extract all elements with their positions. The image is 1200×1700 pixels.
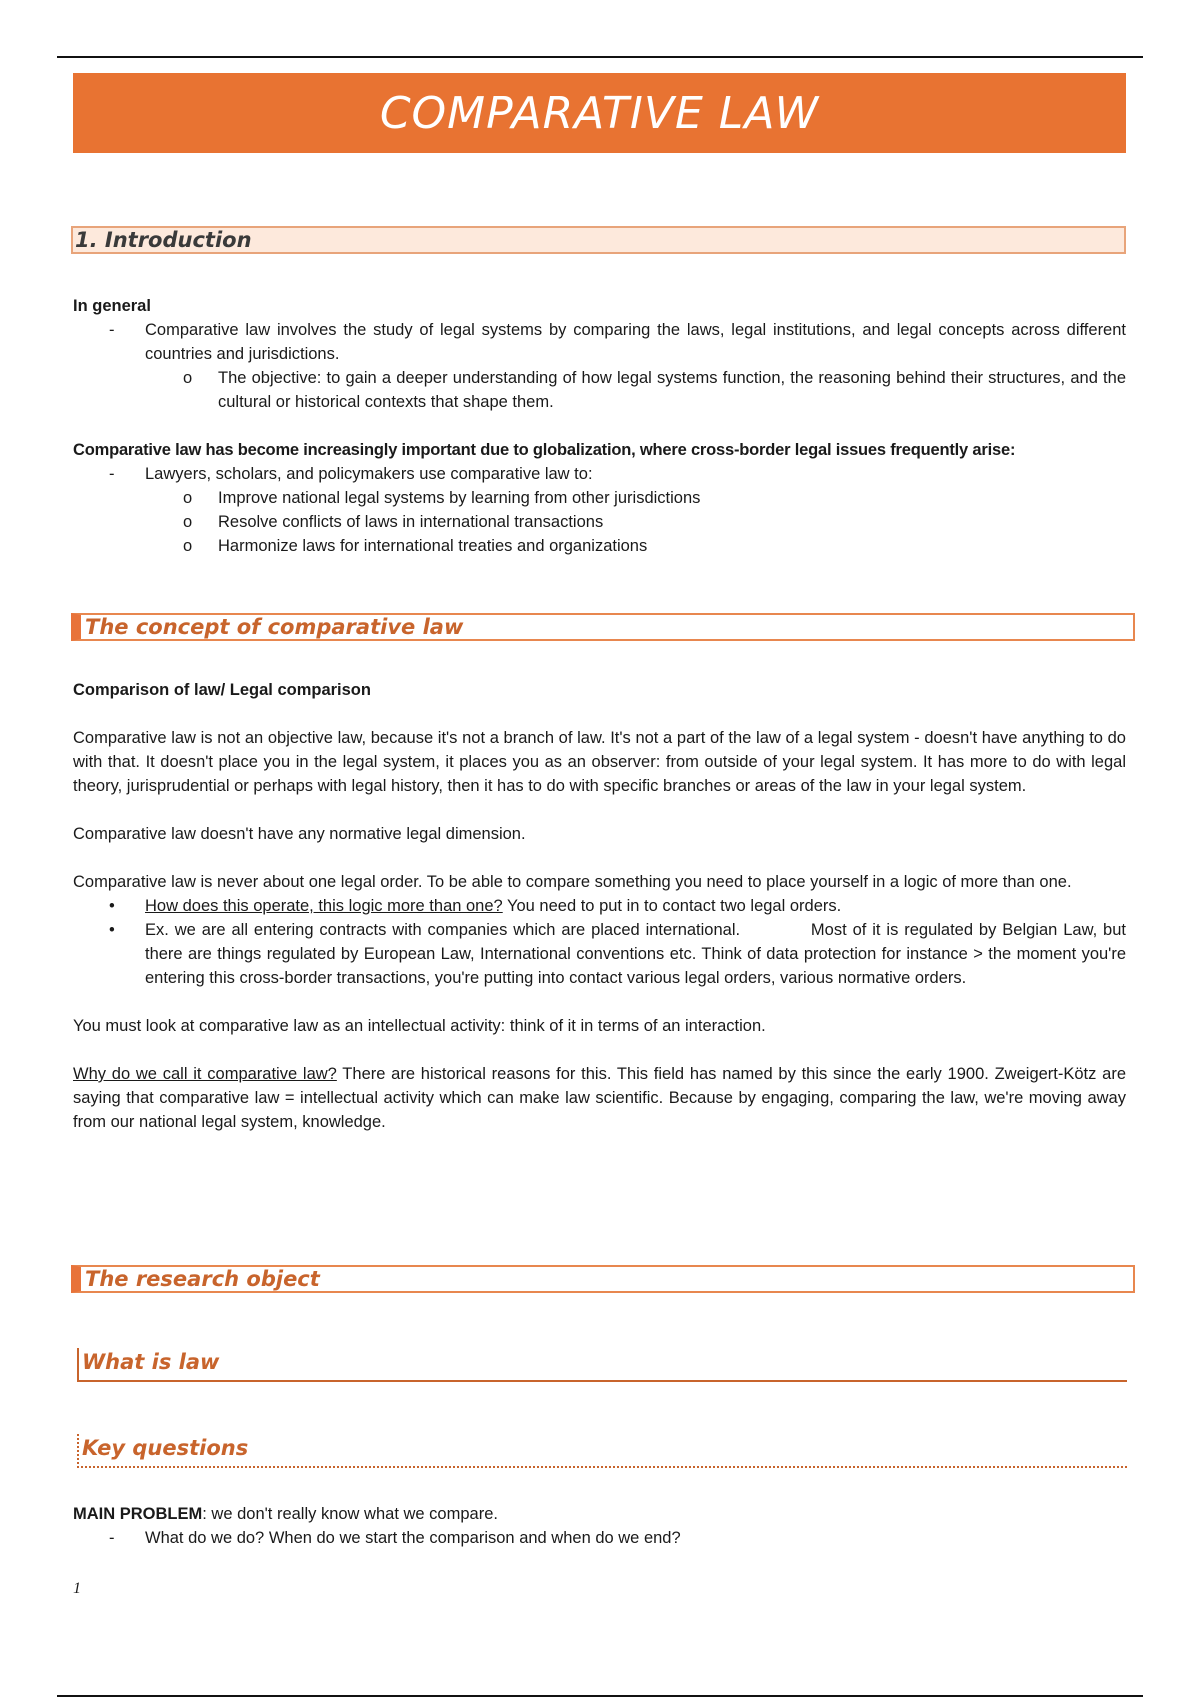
concept-paragraph	[73, 1062, 1126, 1134]
document-title: COMPARATIVE LAW	[73, 73, 1126, 153]
heading-concept: The concept of comparative law	[71, 613, 1135, 641]
bullet-marker: •	[109, 921, 115, 939]
heading-key-questions: Key questions	[77, 1434, 1127, 1468]
why-question: Why do we call it comparative law?	[73, 1065, 337, 1083]
page-number: 1	[73, 1580, 81, 1597]
list-item	[73, 462, 1126, 486]
bullet-marker: •	[109, 897, 115, 915]
main-problem-text: : we don't really know what we compare.	[202, 1505, 498, 1523]
introduction-body	[73, 294, 1126, 558]
list-item	[73, 534, 1126, 558]
list-item	[73, 1526, 1126, 1550]
list-item	[73, 894, 1126, 918]
list-item	[73, 486, 1126, 510]
list-item	[73, 510, 1126, 534]
use-item: Resolve conflicts of laws in international transactions	[218, 513, 604, 531]
list-item	[73, 918, 1131, 990]
concept-subheading: Comparison of law/ Legal comparison	[73, 681, 371, 699]
circle-marker: o	[183, 369, 193, 387]
general-point: Comparative law involves the study of legal systems by comparing the laws, legal institutions, and legal concepts across different countries and jurisdictions.	[145, 321, 1126, 363]
in-general-label: In general	[73, 297, 151, 315]
main-problem-point: What do we do? When do we start the comparison and when do we end?	[145, 1529, 681, 1547]
dash-marker: -	[109, 321, 115, 339]
list-item	[73, 366, 1126, 414]
bullet-question: How does this operate, this logic more than one?	[145, 897, 503, 915]
main-problem-label: MAIN PROBLEM	[73, 1505, 203, 1523]
concept-paragraph: You must look at comparative law as an intellectual activity: think of it in terms of an interaction.	[73, 1017, 766, 1035]
importance-label: Comparative law has become increasingly important due to globalization, where cross-border legal issues frequently arise:	[73, 441, 1016, 459]
use-item: Improve national legal systems by learning from other jurisdictions	[218, 489, 701, 507]
top-page-rule	[57, 56, 1143, 58]
concept-paragraph: Comparative law doesn't have any normative legal dimension.	[73, 825, 526, 843]
research-object-body	[73, 1502, 1126, 1550]
dash-marker: -	[109, 465, 115, 483]
bullet-answer: You need to put in to contact two legal orders.	[502, 897, 842, 915]
objective-text: The objective: to gain a deeper understanding of how legal systems function, the reasoning behind their structures, and the cultural or historical contexts that shape them.	[218, 369, 1126, 411]
dash-marker: -	[109, 1529, 115, 1547]
circle-marker: o	[183, 513, 193, 531]
bottom-page-rule	[57, 1695, 1143, 1697]
why-answer: There are historical reasons for this. This field has named by this since the early 1900. Zweigert-Kötz are saying that comparative law = intellectual activity which can make law scientific. Because by engaging, comparing the law, we're moving away from our national legal system, knowledge.	[73, 1065, 1126, 1131]
concept-body	[73, 678, 1131, 1134]
circle-marker: o	[183, 537, 193, 555]
main-problem	[73, 1502, 1126, 1526]
concept-paragraph: Comparative law is not an objective law, because it's not a branch of law. It's not a part of the law of a legal system - doesn't have anything to do with that. It doesn't place you in the legal system, it places you as an observer: from outside of your legal system. It has more to do with legal theory, jurisprudential or perhaps with legal history, then it has to do with specific branches or areas of the law in your legal system.	[73, 729, 1126, 795]
users-point: Lawyers, scholars, and policymakers use comparative law to:	[145, 465, 593, 483]
bullet-example: Ex. we are all entering contracts with companies which are placed international. Most of it is regulated by Belgian Law, but there are things regulated by European Law, International conventions etc. Think of data protection for instance > the moment you're entering this cross-border transactions, you're putting into contact various legal orders, various normative orders.	[145, 921, 1131, 987]
circle-marker: o	[183, 489, 193, 507]
use-item: Harmonize laws for international treaties and organizations	[218, 537, 648, 555]
list-item	[73, 318, 1126, 366]
heading-introduction: 1. Introduction	[71, 226, 1126, 254]
concept-paragraph: Comparative law is never about one legal order. To be able to compare something you need to place yourself in a logic of more than one.	[73, 873, 1072, 891]
heading-research-object: The research object	[71, 1265, 1135, 1293]
heading-what-is-law: What is law	[77, 1348, 1127, 1382]
